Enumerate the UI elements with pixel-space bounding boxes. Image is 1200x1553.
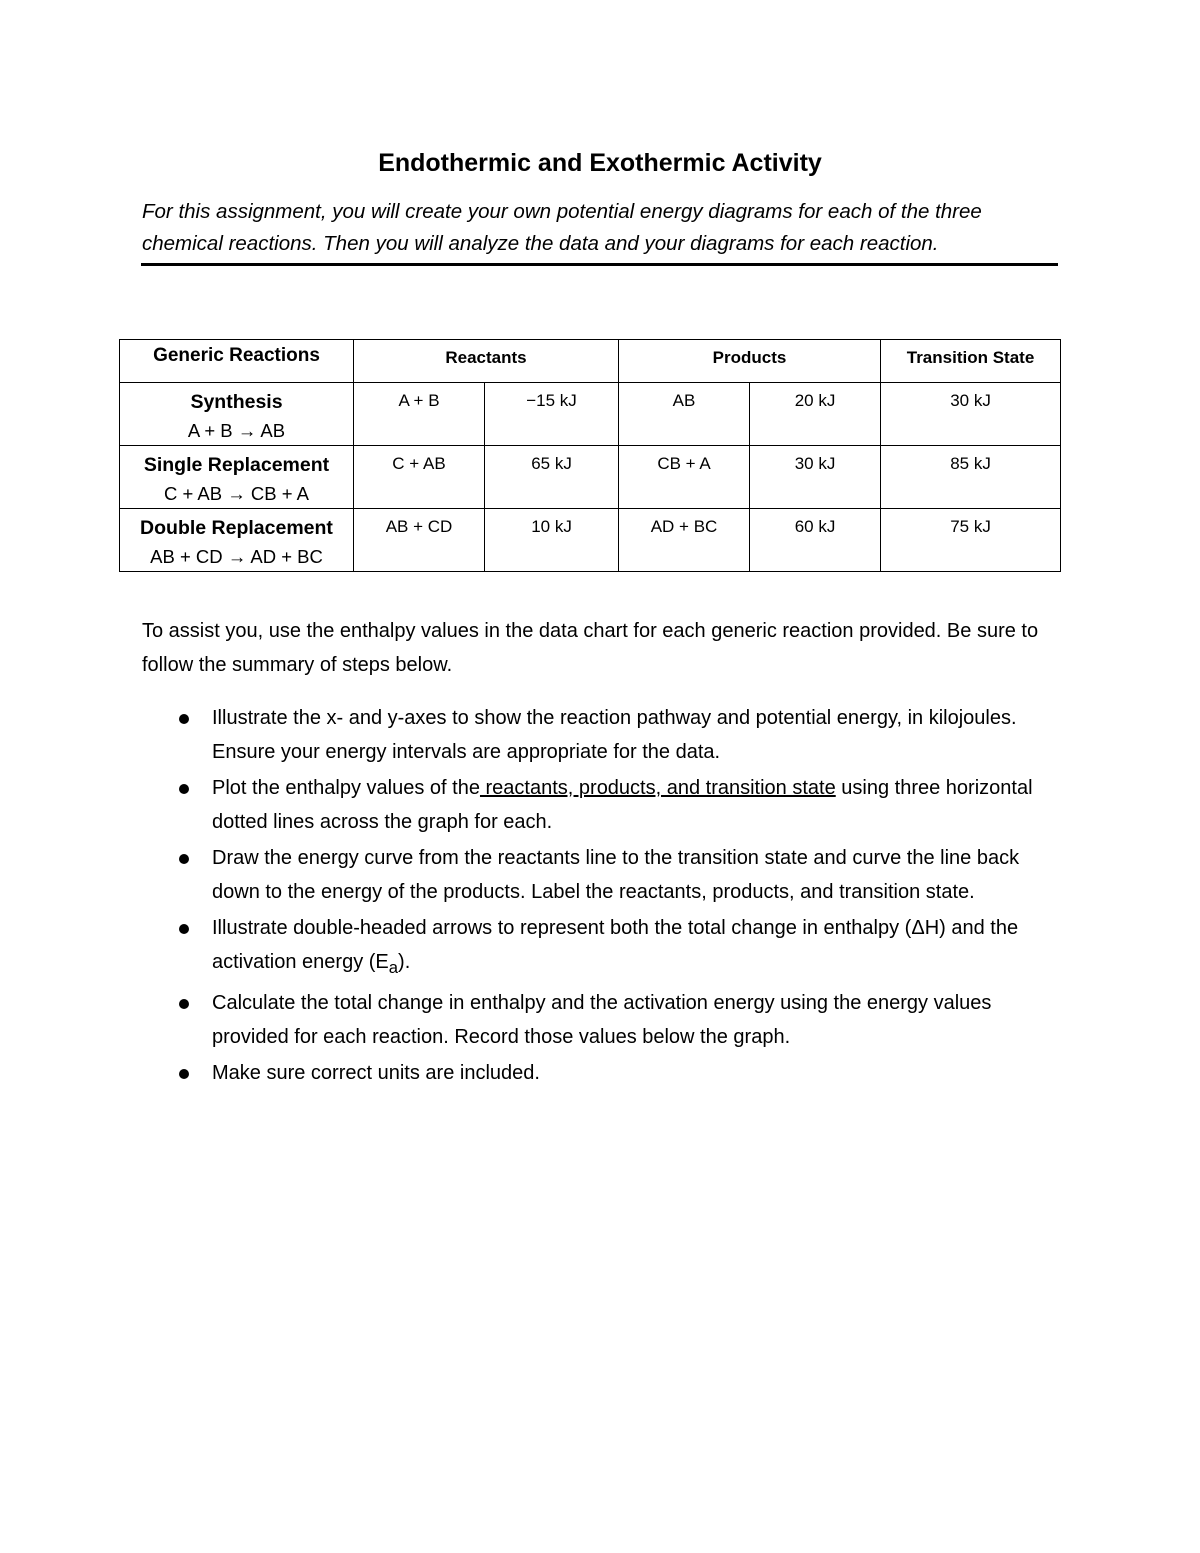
header-reactants: Reactants — [354, 340, 619, 383]
step-text-end: using three horizontal dotted lines across the graph for each. — [212, 777, 1033, 833]
instructions-lead — [142, 614, 1062, 682]
subscript-a: a — [388, 957, 399, 977]
header-generic-reactions: Generic Reactions — [120, 340, 354, 383]
product-energy: 20 kJ — [750, 383, 881, 446]
reaction-name: Single Replacement — [143, 454, 330, 476]
reaction-equation: AB + CD → AD + BC — [150, 546, 323, 567]
table-row — [120, 446, 1061, 509]
step-text-end: ). — [398, 950, 411, 973]
list-item — [0, 912, 1062, 984]
step-text: Illustrate the x- and y-axes to show the reaction pathway and potential energy, in kilojoules. Ensure your energy intervals are appropriate for the data. — [212, 707, 1017, 763]
intro-paragraph — [142, 196, 1058, 260]
reactant-energy: 10 kJ — [485, 509, 619, 572]
step-text-start: Plot the enthalpy values of the — [212, 777, 480, 799]
reaction-cell — [120, 509, 354, 572]
transition-energy: 75 kJ — [881, 509, 1061, 572]
step-text-start: Illustrate double-headed arrows to represent both the total change in enthalpy (ΔH) and the activation energy (E — [212, 917, 1019, 973]
bullet-icon — [179, 714, 189, 724]
reaction-equation: C + AB → CB + A — [164, 483, 309, 504]
product-energy: 30 kJ — [750, 446, 881, 509]
transition-energy: 85 kJ — [881, 446, 1061, 509]
list-item — [0, 842, 1062, 909]
list-item — [0, 1057, 1062, 1091]
step-text: Calculate the total change in enthalpy and the activation energy using the energy values provided for each reaction. Record those values below the graph. — [212, 992, 992, 1048]
title-divider — [141, 263, 1058, 266]
list-item — [0, 987, 1062, 1054]
reaction-equation: A + B → AB — [187, 420, 286, 441]
step-underlined-text: reactants, products, and transition state — [479, 777, 836, 799]
table-header-row — [120, 340, 1061, 383]
bullet-icon — [179, 854, 189, 864]
header-products: Products — [619, 340, 881, 383]
bullet-icon — [179, 924, 189, 934]
transition-energy: 30 kJ — [881, 383, 1061, 446]
reaction-name: Synthesis — [190, 391, 283, 413]
product-formula: AB — [619, 383, 750, 446]
product-formula: CB + A — [619, 446, 750, 509]
reaction-cell — [120, 446, 354, 509]
table-row — [120, 509, 1061, 572]
intro-text: For this assignment, you will create your own potential energy diagrams for each of the three chemical reactions. Then you will analyze the data and your diagrams for each reaction. — [142, 200, 982, 255]
step-text: Draw the energy curve from the reactants line to the transition state and curve the line back down to the energy of the products. Label the reactants, products, and transition state. — [212, 847, 1020, 903]
bullet-icon — [179, 999, 189, 1009]
header-transition-state: Transition State — [881, 340, 1061, 383]
bullet-icon — [179, 1069, 189, 1079]
page-title: Endothermic and Exothermic Activity — [378, 149, 822, 177]
reaction-data-table — [119, 339, 1061, 572]
reactant-energy: −15 kJ — [485, 383, 619, 446]
steps-list — [0, 702, 1200, 1094]
table-row — [120, 383, 1061, 446]
reaction-name: Double Replacement — [140, 517, 333, 539]
product-formula: AD + BC — [619, 509, 750, 572]
list-item — [0, 772, 1062, 839]
lead-text: To assist you, use the enthalpy values in the data chart for each generic reaction provided. Be sure to follow the summary of steps below. — [142, 620, 1039, 676]
reactant-formula: AB + CD — [354, 509, 485, 572]
bullet-icon — [179, 784, 189, 794]
step-text: Make sure correct units are included. — [212, 1062, 540, 1084]
list-item — [0, 702, 1062, 769]
reactant-energy: 65 kJ — [485, 446, 619, 509]
reactant-formula: C + AB — [354, 446, 485, 509]
reactant-formula: A + B — [354, 383, 485, 446]
reaction-cell — [120, 383, 354, 446]
product-energy: 60 kJ — [750, 509, 881, 572]
